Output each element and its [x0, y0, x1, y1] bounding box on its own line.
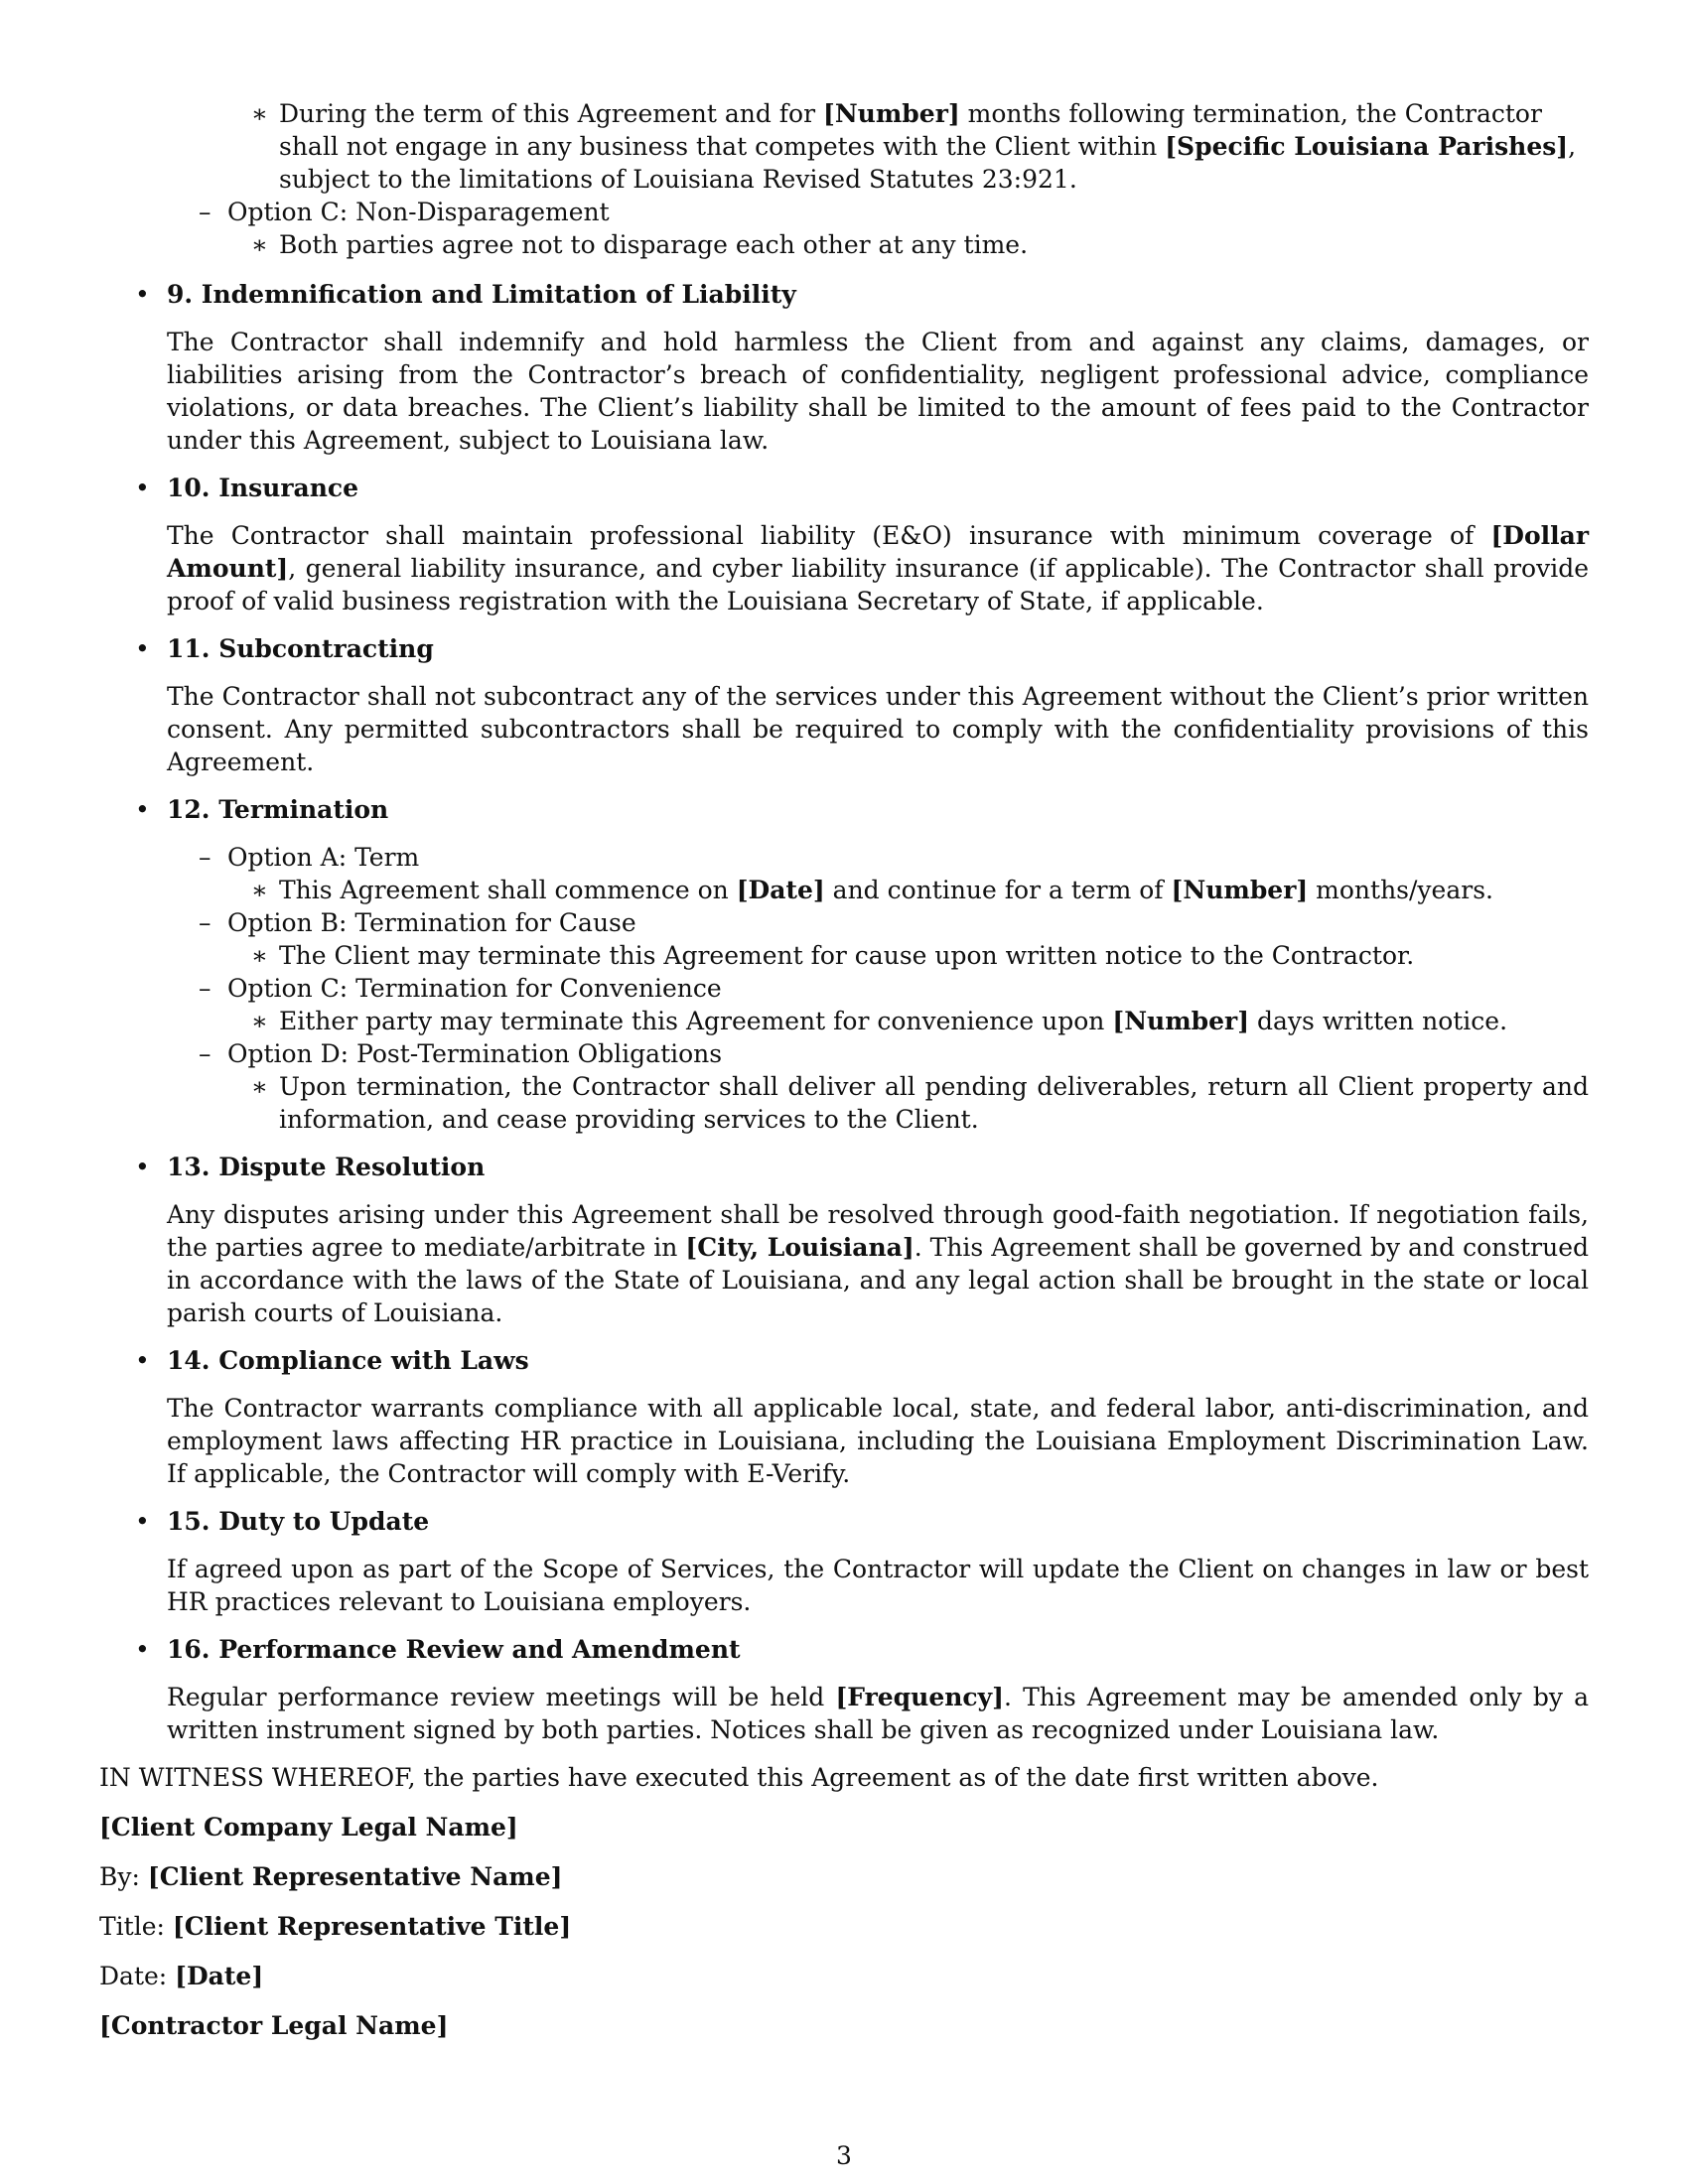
noncompete-text: months following termination, the Contractor shall not engage in any business that competes with the Client within [279, 99, 1542, 161]
option-label: Option B: Termination for Cause [227, 908, 636, 937]
placeholder-date: [Date] [175, 1962, 264, 1990]
section-body: If agreed upon as part of the Scope of Services, the Contractor will update the Client on changes in law or best HR practices relevant to Louisiana employers. [167, 1555, 1589, 1616]
option-d [99, 1037, 1589, 1070]
section-body [167, 1681, 1589, 1746]
option-label: Option D: Post-Termination Obligations [227, 1039, 723, 1068]
section-heading: 12. Termination [167, 795, 389, 824]
option-c-text [99, 1005, 1589, 1037]
placeholder-representative-name: [Client Representative Name] [147, 1862, 563, 1891]
option-a [99, 841, 1589, 874]
dash-bullet-icon: – [199, 198, 211, 226]
date-label: Date: [99, 1962, 176, 1990]
option-text: Either party may terminate this Agreement for convenience upon [279, 1007, 1113, 1035]
placeholder-number: [Number] [823, 99, 960, 128]
section-heading: 16. Performance Review and Amendment [167, 1635, 741, 1664]
section-body [167, 519, 1589, 617]
body-text: . This Agreement may be amended only by a written instrument signed by both parties. Notices shall be given as recognized under Louisiana law. [167, 1683, 1590, 1744]
client-date-line [99, 1960, 1589, 1992]
section-10 [99, 472, 1589, 617]
title-label: Title: [99, 1912, 173, 1941]
option-label: Option C: Termination for Convenience [227, 974, 722, 1003]
asterisk-bullet-icon: ∗ [251, 230, 268, 259]
bullet-icon: • [135, 1346, 150, 1375]
client-company-name [99, 1811, 1589, 1843]
body-text: Any disputes arising under this Agreement shall be resolved through good-faith negotiation. If negotiation fails, the parties agree to mediate/arbitrate in [167, 1200, 1589, 1262]
placeholder-city: [City, Louisiana] [685, 1233, 914, 1262]
option-label: Option C: Non-Disparagement [227, 198, 610, 226]
bullet-icon: • [135, 795, 150, 824]
body-text: Regular performance review meetings will be held [167, 1683, 836, 1711]
client-title-line [99, 1910, 1589, 1943]
section-11 [99, 632, 1589, 778]
option-b [99, 906, 1589, 939]
page-number: 3 [836, 2141, 852, 2170]
option-b-text [99, 939, 1589, 972]
termination-options [99, 841, 1589, 1136]
placeholder-parishes: [Specific Louisiana Parishes] [1165, 132, 1569, 161]
witness-statement: IN WITNESS WHEREOF, the parties have executed this Agreement as of the date first written above. [99, 1763, 1379, 1792]
placeholder-date: [Date] [736, 876, 825, 904]
section-heading: 14. Compliance with Laws [167, 1346, 529, 1375]
section-14 [99, 1344, 1589, 1490]
section-16 [99, 1633, 1589, 1746]
noncompete-item [99, 97, 1589, 196]
option-c-nondisparagement [99, 196, 1589, 228]
option-text: months/years. [1308, 876, 1493, 904]
option-text: Upon termination, the Contractor shall deliver all pending deliverables, return all Client property and information, and cease providing services to the Client. [279, 1072, 1589, 1134]
section-body: The Contractor shall not subcontract any of the services under this Agreement without the Client’s prior written consent. Any permitted subcontractors shall be required to comply with the confidentiality provisions of this Agreement. [167, 682, 1589, 776]
option-text: Both parties agree not to disparage each other at any time. [279, 230, 1029, 259]
body-text: . This Agreement shall be governed by and construed in accordance with the laws of the State of Louisiana, and any legal action shall be brought in the state or local parish courts of Louisiana. [167, 1233, 1590, 1327]
option-c-text-item [99, 228, 1589, 261]
option-a-text [99, 874, 1589, 906]
client-representative-line [99, 1860, 1589, 1893]
placeholder-representative-title: [Client Representative Title] [172, 1912, 572, 1941]
option-c [99, 972, 1589, 1005]
section-12 [99, 793, 1589, 826]
section-15 [99, 1505, 1589, 1618]
option-label: Option A: Term [227, 843, 420, 872]
dash-bullet-icon: – [199, 908, 211, 937]
body-text: , general liability insurance, and cyber liability insurance (if applicable). The Contractor shall provide proof of valid business registration with the Louisiana Secretary of State, if applicable. [167, 554, 1589, 615]
body-text: The Contractor shall maintain professional liability (E&O) insurance with minimum coverage of [167, 521, 1491, 550]
bullet-icon: • [135, 474, 150, 502]
section-heading: 11. Subcontracting [167, 634, 434, 663]
section-heading: 9. Indemnification and Limitation of Liability [167, 280, 796, 309]
placeholder-client-company: [Client Company Legal Name] [99, 1813, 518, 1842]
dash-bullet-icon: – [199, 974, 211, 1003]
bullet-icon: • [135, 280, 150, 309]
placeholder-frequency: [Frequency] [835, 1683, 1004, 1711]
contractor-name [99, 2009, 1589, 2042]
section-heading: 10. Insurance [167, 474, 358, 502]
asterisk-bullet-icon: ∗ [251, 1072, 268, 1101]
bullet-icon: • [135, 1507, 150, 1536]
section-heading: 15. Duty to Update [167, 1507, 430, 1536]
section-body: The Contractor shall indemnify and hold harmless the Client from and against any claims, damages, or liabilities arising from the Contractor’s breach of confidentiality, negligent professional advice, compliance violations, or data breaches. The Client’s liability shall be limited to the amount of fees paid to the Contractor under this Agreement, subject to Louisiana law. [167, 328, 1589, 455]
noncompete-text: During the term of this Agreement and for [279, 99, 823, 128]
option-text: and continue for a term of [824, 876, 1172, 904]
bullet-icon: • [135, 1635, 150, 1664]
dash-bullet-icon: – [199, 1039, 211, 1068]
section-heading: 13. Dispute Resolution [167, 1153, 486, 1181]
noncompete-text: , subject to the limitations of Louisiana Revised Statutes 23:921. [279, 132, 1577, 194]
placeholder-number: [Number] [1171, 876, 1309, 904]
asterisk-bullet-icon: ∗ [251, 1007, 268, 1035]
option-d-text [99, 1070, 1589, 1136]
option-text: days written notice. [1249, 1007, 1508, 1035]
bullet-icon: • [135, 634, 150, 663]
bullet-icon: • [135, 1153, 150, 1181]
asterisk-bullet-icon: ∗ [251, 99, 268, 128]
section-body [167, 1198, 1589, 1329]
dash-bullet-icon: – [199, 843, 211, 872]
placeholder-number: [Number] [1112, 1007, 1250, 1035]
section-body: The Contractor warrants compliance with all applicable local, state, and federal labor, anti-discrimination, and employment laws affecting HR practice in Louisiana, including the Louisiana Employment Discrimination Law. If applicable, the Contractor will comply with E-Verify. [167, 1394, 1589, 1488]
section-9 [99, 278, 1589, 457]
section-13 [99, 1151, 1589, 1329]
asterisk-bullet-icon: ∗ [251, 876, 268, 904]
placeholder-dollar-amount: [Dollar Amount] [167, 521, 1589, 583]
placeholder-contractor-name: [Contractor Legal Name] [99, 2011, 449, 2040]
asterisk-bullet-icon: ∗ [251, 941, 268, 970]
document-page [99, 97, 1589, 2042]
option-text: This Agreement shall commence on [279, 876, 737, 904]
option-text: The Client may terminate this Agreement for cause upon written notice to the Contractor. [279, 941, 1415, 970]
by-label: By: [99, 1862, 148, 1891]
